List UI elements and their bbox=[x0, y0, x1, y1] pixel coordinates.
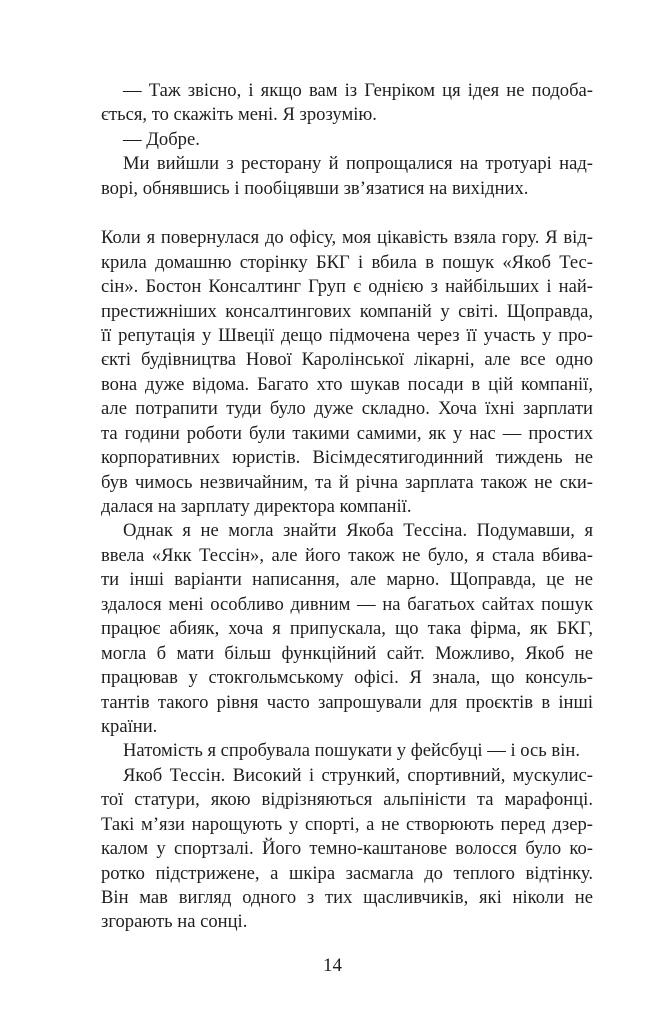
text-line: вона дуже відома. Багато хто шукав посади в цій компанії, bbox=[101, 373, 593, 395]
text-line: Якоб Тессін. Високий і стрункий, спортивний, мускулис- bbox=[123, 764, 593, 786]
text-line: здалося мені особливо дивним — на багатьох сайтах пошук bbox=[101, 593, 593, 615]
text-line: та години роботи були такими самими, як у нас — простих bbox=[101, 422, 593, 444]
text-line: працював у стокгольмському офісі. Я знала, що консуль- bbox=[101, 667, 593, 689]
text-line: сін». Бостон Консалтинг Груп є однією з найбільших і най- bbox=[101, 276, 593, 298]
paragraph bbox=[101, 519, 593, 739]
text-line: був чимось незвичайним, та й річна зарплата також не ски- bbox=[101, 471, 593, 493]
text-line: Коли я повернулася до офісу, моя цікавість взяла гору. Я від- bbox=[101, 227, 593, 249]
text-line: — Добре. bbox=[123, 128, 200, 150]
text-line: країни. bbox=[101, 715, 158, 737]
page-number: 14 bbox=[323, 955, 342, 976]
paragraph bbox=[101, 128, 593, 152]
text-line: ротко підстрижене, а шкіра засмагла до теплого відтінку. bbox=[101, 862, 593, 884]
text-line: Натомість я спробувала пошукати у фейсбуці — і ось він. bbox=[123, 740, 580, 762]
text-line: могла б мати більш функційний сайт. Можливо, Якоб не bbox=[101, 642, 593, 664]
text-line: ввела «Якк Тессін», але його також не було, я стала вбива- bbox=[101, 544, 593, 566]
body-text bbox=[101, 79, 593, 935]
text-line: Однак я не могла знайти Якоба Тессіна. Подумавши, я bbox=[123, 520, 593, 542]
text-line: але потрапити туди було дуже складно. Хоча їхні зарплати bbox=[101, 398, 593, 420]
paragraph bbox=[101, 764, 593, 935]
text-line: Ми вийшли з ресторану й попрощалися на тротуарі над- bbox=[123, 153, 593, 175]
text-line: калом у спортзалі. Його темно-каштанове волосся було ко- bbox=[101, 838, 593, 860]
text-line: єкті будівництва Нової Каролінської лікарні, але все одно bbox=[101, 349, 593, 371]
paragraph bbox=[101, 226, 593, 519]
text-line: ворі, обнявшись і пообіцявши зв’язатися на вихідних. bbox=[101, 177, 529, 199]
text-line: її репутація у Швеції дещо підмочена через її участь у про- bbox=[101, 324, 593, 346]
text-line: — Таж звісно, і якщо вам із Генріком ця ідея не подоба- bbox=[123, 80, 593, 101]
text-line: ється, то скажіть мені. Я зрозумію. bbox=[101, 104, 377, 126]
paragraph bbox=[101, 739, 593, 763]
text-line: згорають на сонці. bbox=[101, 911, 248, 933]
text-line: тантів такого рівня часто запрошували для проєктів в інші bbox=[101, 691, 593, 713]
text-line: Такі м’язи нарощують у спорті, а не створюють перед дзер- bbox=[101, 813, 593, 835]
text-line: ти інші варіанти написання, але марно. Щоправда, це не bbox=[101, 569, 593, 591]
text-line: тої статури, якою відрізняються альпіністи та марафонці. bbox=[101, 789, 593, 811]
paragraph bbox=[101, 152, 593, 201]
text-line: далася на зарплату директора компанії. bbox=[101, 496, 412, 517]
paragraph bbox=[101, 79, 593, 128]
text-line: престижніших консалтингових компаній у світі. Щоправда, bbox=[101, 300, 593, 322]
text-line: крила домашню сторінку БКГ і вбила в пошук «Якоб Тес- bbox=[101, 251, 593, 273]
text-line: працює абияк, хоча я припускала, що така фірма, як БКГ, bbox=[101, 618, 593, 640]
text-line: Він мав вигляд одного з тих щасливчиків, які ніколи не bbox=[101, 887, 593, 908]
text-line: корпоративних юристів. Вісімдесятигодинний тиждень не bbox=[101, 447, 593, 469]
